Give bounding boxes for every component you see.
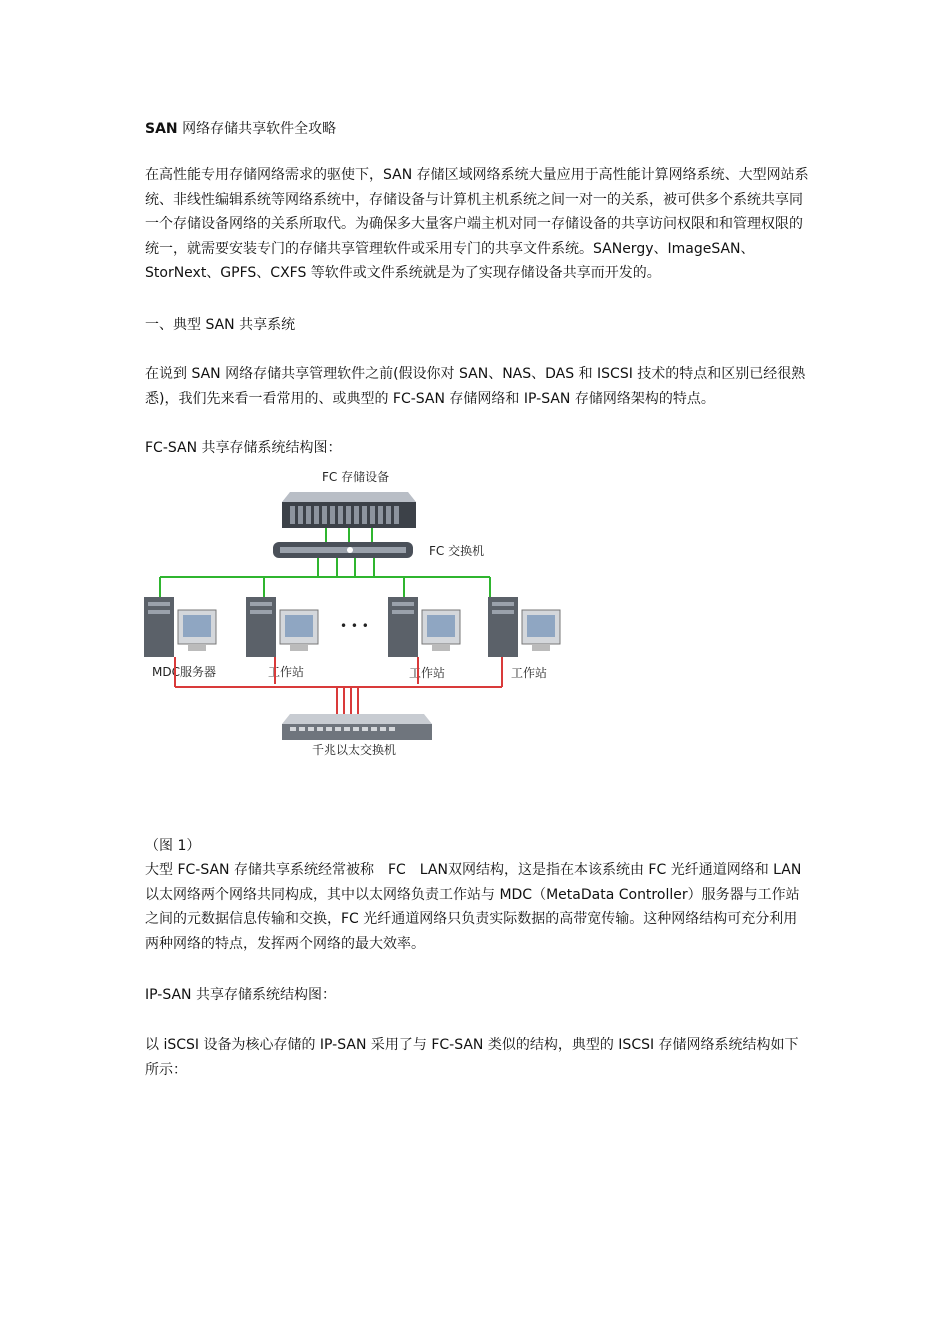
ip-san-caption: IP-SAN 共享存储系统结构图： bbox=[145, 987, 336, 1003]
storage-label: FC 存储设备 bbox=[322, 470, 390, 484]
fc-san-diagram bbox=[140, 462, 570, 762]
intro-paragraph: 在高性能专用存储网络需求的驱使下，SAN 存储区域网络系统大量应用于高性能计算网络系统、大型网站系统、非线性编辑系统等网络系统中，存储设备与计算机主机系统之间一对一的关系，被可供多个系统共享同一个存储设备网络的关系所取代。为确保多大量客户端主机对同一存储设备的共享访问权限和和管理权限的统一，就需要安装专门的存储共享管理软件或采用专门的共享文件系统。SANergy、ImageSAN、StorNext、GPFS、CXFS 等软件或文件系统就是为了实现存储设备共享而开发的。 bbox=[145, 167, 809, 281]
section-paragraph: 在说到 SAN 网络存储共享管理软件之前(假设你对 SAN、NAS、DAS 和 ISCSI 技术的特点和区别已经很熟悉)，我们先来看一看常用的、或典型的 FC-SAN 存储网络和 IP-SAN 存储网络架构的特点。 bbox=[145, 366, 806, 407]
fc-san-caption: FC-SAN 共享存储系统结构图： bbox=[145, 440, 342, 456]
section-heading: 一、典型 SAN 共享系统 bbox=[145, 317, 296, 333]
workstation-3-computer-icon bbox=[488, 597, 560, 657]
workstation-1-computer-icon bbox=[246, 597, 318, 657]
fc-switch-label: FC 交换机 bbox=[429, 544, 485, 558]
ellipsis-label: • • • bbox=[340, 619, 369, 633]
fc-san-paragraph: 大型 FC-SAN 存储共享系统经常被称 FC LAN双网结构，这是指在本该系统由 FC 光纤通道网络和 LAN 以太网络两个网络共同构成，其中以太网络负责工作站与 MDC（MetaData Controller）服务器与工作站之间的元数据信息传输和交换，FC 光纤通道网络只负责实际数据的高带宽传输。这种网络结构可充分利用两种网络的特点，发挥两个网络的最大效率。 bbox=[145, 862, 802, 952]
gigabit-switch-label: 千兆以太交换机 bbox=[312, 743, 397, 757]
gigabit-ethernet-switch-icon bbox=[282, 714, 432, 740]
workstation-2-computer-icon bbox=[388, 597, 460, 657]
fc-switch-icon bbox=[273, 542, 413, 558]
workstation-3-label: 工作站 bbox=[511, 666, 548, 680]
workstation-1-label: 工作站 bbox=[268, 665, 305, 679]
mdc-server-computer-icon bbox=[144, 597, 216, 657]
figure-number: （图 1） bbox=[145, 838, 201, 854]
mdc-server-label: MDC服务器 bbox=[152, 665, 216, 679]
title-prefix: SAN bbox=[145, 121, 178, 137]
storage-array-icon bbox=[282, 492, 416, 528]
ip-san-paragraph: 以 iSCSI 设备为核心存储的 IP-SAN 采用了与 FC-SAN 类似的结构，典型的 ISCSI 存储网络系统结构如下所示： bbox=[145, 1037, 799, 1078]
document-title bbox=[145, 117, 810, 142]
title-rest: 网络存储共享软件全攻略 bbox=[177, 121, 337, 137]
workstation-2-label: 工作站 bbox=[409, 666, 446, 680]
